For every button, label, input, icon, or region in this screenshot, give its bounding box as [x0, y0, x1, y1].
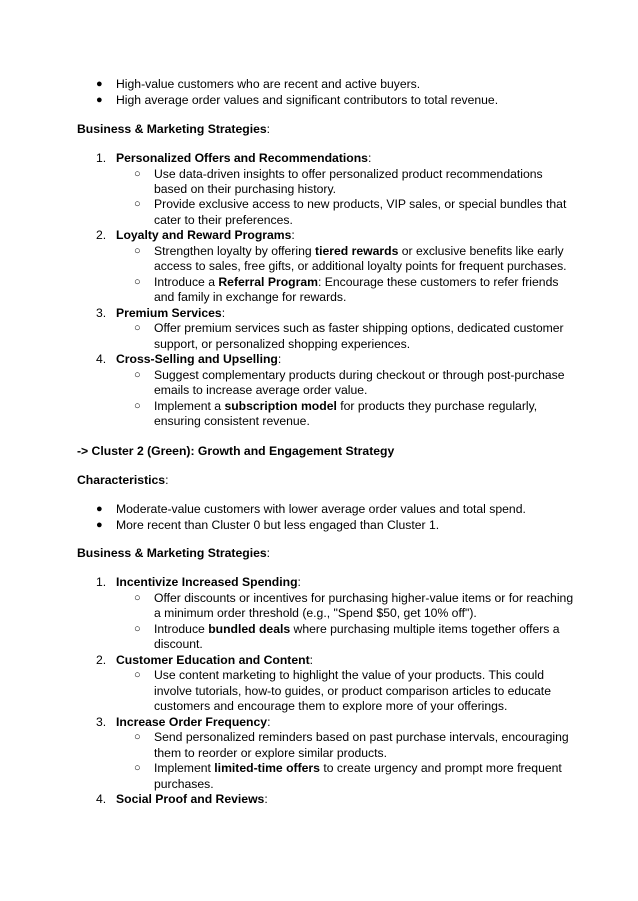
sub-bullet-text: them to reorder or explore similar products.: [154, 746, 388, 760]
sub-bullet-text: Offer discounts or incentives for purchasing higher-value items or for reaching: [154, 591, 574, 605]
list-item-title: Incentivize Increased Spending:: [116, 575, 301, 589]
sub-bullet-marker: ○: [134, 322, 141, 334]
characteristic-bullet: Moderate-value customers with lower average order values and total spend.: [116, 502, 526, 516]
cluster-heading: -> Cluster 2 (Green): Growth and Engagement Strategy: [77, 444, 395, 458]
sub-bullet-text: involve tutorials, how-to guides, or product comparison articles to educate: [154, 684, 551, 698]
sub-bullet-text: customers and encourage them to explore more of your offerings.: [154, 699, 508, 713]
intro-bullet-2: High average order values and significant contributors to total revenue.: [116, 93, 499, 107]
sub-bullet-marker: ○: [134, 198, 141, 210]
list-item-title: Personalized Offers and Recommendations:: [116, 151, 372, 165]
sub-bullet-text: based on their purchasing history.: [154, 182, 337, 196]
sub-bullet-text: Implement limited-time offers to create urgency and prompt more frequent: [154, 761, 562, 775]
list-item-title: Customer Education and Content:: [116, 653, 314, 667]
sub-bullet-marker: ○: [134, 245, 141, 257]
list-item-title: Premium Services:: [116, 306, 226, 320]
sub-bullet-text: Suggest complementary products during checkout or through post-purchase: [154, 368, 565, 382]
list-number: 2.: [96, 653, 107, 667]
list-number: 3.: [96, 306, 107, 320]
bullet-marker: ●: [96, 503, 103, 515]
section-heading: Business & Marketing Strategies:: [77, 546, 271, 560]
sub-bullet-marker: ○: [134, 731, 141, 743]
intro-bullet-1: High-value customers who are recent and active buyers.: [116, 77, 421, 91]
sub-bullet-text: Send personalized reminders based on past purchase intervals, encouraging: [154, 730, 569, 744]
sub-bullet-text: ensuring consistent revenue.: [154, 414, 310, 428]
list-number: 4.: [96, 792, 107, 806]
bullet-marker: ●: [96, 78, 103, 90]
list-item-title: Social Proof and Reviews:: [116, 792, 268, 806]
sub-bullet-text: Provide exclusive access to new products, VIP sales, or special bundles that: [154, 197, 567, 211]
sub-bullet-text: support, or personalized shopping experiences.: [154, 337, 411, 351]
sub-bullet-text: cater to their preferences.: [154, 213, 293, 227]
sub-bullet-text: Use data-driven insights to offer personalized product recommendations: [154, 167, 543, 181]
sub-bullet-marker: ○: [134, 369, 141, 381]
characteristics-heading: Characteristics:: [77, 473, 169, 487]
sub-bullet-text: and family in exchange for rewards.: [154, 290, 347, 304]
characteristic-bullet: More recent than Cluster 0 but less engaged than Cluster 1.: [116, 518, 440, 532]
sub-bullet-text: Strengthen loyalty by offering tiered rewards or exclusive benefits like early: [154, 244, 564, 258]
sub-bullet-text: emails to increase average order value.: [154, 383, 368, 397]
sub-bullet-marker: ○: [134, 276, 141, 288]
list-number: 1.: [96, 575, 107, 589]
sub-bullet-text: access to sales, free gifts, or additional loyalty points for frequent purchases.: [154, 259, 567, 273]
sub-bullet-marker: ○: [134, 168, 141, 180]
list-number: 3.: [96, 715, 107, 729]
sub-bullet-text: a minimum order threshold (e.g., "Spend $50, get 10% off").: [154, 606, 477, 620]
list-number: 4.: [96, 352, 107, 366]
sub-bullet-marker: ○: [134, 592, 141, 604]
sub-bullet-marker: ○: [134, 669, 141, 681]
list-number: 1.: [96, 151, 107, 165]
sub-bullet-text: Introduce a Referral Program: Encourage these customers to refer friends: [154, 275, 559, 289]
sub-bullet-marker: ○: [134, 400, 141, 412]
list-item-title: Increase Order Frequency:: [116, 715, 271, 729]
section-heading: Business & Marketing Strategies:: [77, 122, 271, 136]
sub-bullet-text: Use content marketing to highlight the value of your products. This could: [154, 668, 544, 682]
sub-bullet-marker: ○: [134, 762, 141, 774]
list-number: 2.: [96, 228, 107, 242]
sub-bullet-marker: ○: [134, 623, 141, 635]
sub-bullet-text: Offer premium services such as faster shipping options, dedicated customer: [154, 321, 564, 335]
list-item-title: Loyalty and Reward Programs:: [116, 228, 295, 242]
bullet-marker: ●: [96, 519, 103, 531]
sub-bullet-text: Implement a subscription model for products they purchase regularly,: [154, 399, 538, 413]
sub-bullet-text: discount.: [154, 637, 203, 651]
sub-bullet-text: purchases.: [154, 777, 214, 791]
sub-bullet-text: Introduce bundled deals where purchasing multiple items together offers a: [154, 622, 560, 636]
list-item-title: Cross-Selling and Upselling:: [116, 352, 282, 366]
bullet-marker: ●: [96, 94, 103, 106]
